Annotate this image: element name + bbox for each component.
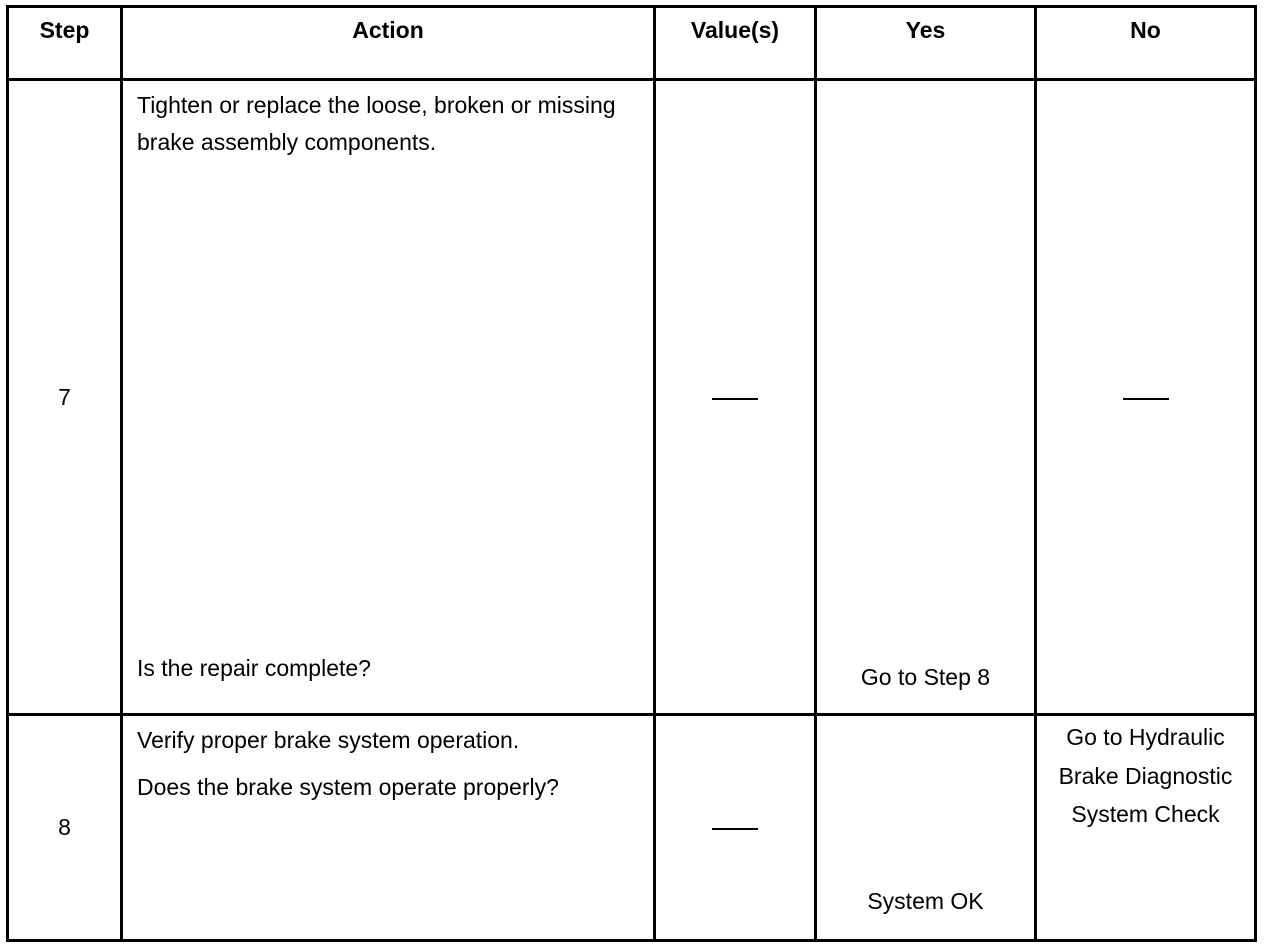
header-step: Step: [8, 7, 122, 80]
header-action: Action: [122, 7, 655, 80]
no-cell: [1036, 80, 1256, 715]
action-question: Does the brake system operate properly?: [137, 773, 559, 800]
action-instruction: Tighten or replace the loose, broken or missing brake assembly components.: [137, 92, 616, 155]
table-row: [8, 715, 1256, 941]
action-cell: [122, 80, 655, 715]
header-values: Value(s): [655, 7, 816, 80]
header-yes: Yes: [816, 7, 1036, 80]
value-cell: [655, 80, 816, 715]
diagnostic-table: [6, 5, 1257, 942]
yes-cell: System OK: [816, 715, 1036, 941]
header-no: No: [1036, 7, 1256, 80]
value-dash: [712, 828, 758, 830]
action-instruction: Verify proper brake system operation.: [137, 727, 520, 753]
action-question: Is the repair complete?: [137, 655, 371, 682]
value-cell: [655, 715, 816, 941]
no-cell: Go to Hydraulic Brake Diagnostic System Check: [1036, 715, 1256, 941]
step-number: 8: [8, 715, 122, 941]
step-number: 7: [8, 80, 122, 715]
yes-cell: Go to Step 8: [816, 80, 1036, 715]
value-dash: [712, 398, 758, 400]
no-dash: [1123, 398, 1169, 400]
table-header-row: [8, 7, 1256, 80]
table-row: [8, 80, 1256, 715]
action-cell: [122, 715, 655, 941]
